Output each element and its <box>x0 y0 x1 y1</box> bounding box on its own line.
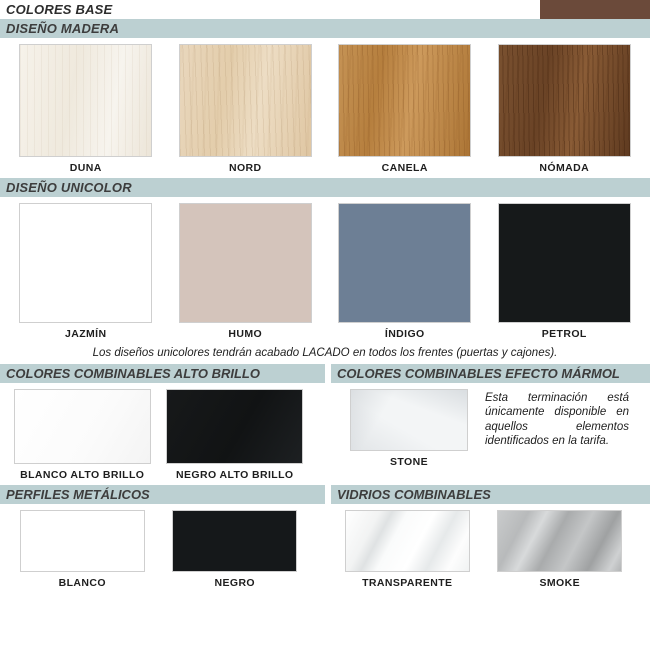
swatch-label: SMOKE <box>539 577 580 589</box>
section-header-perfiles: PERFILES METÁLICOS <box>0 485 325 504</box>
swatch-grid-perfiles <box>0 504 325 593</box>
swatch-item[interactable] <box>335 510 480 593</box>
section-header-madera: DISEÑO MADERA <box>0 19 650 38</box>
swatch-label: NÓMADA <box>539 162 590 174</box>
page-title: COLORES BASE <box>0 0 540 19</box>
unicolor-note: Los diseños unicolores tendrán acabado LACADO en todos los frentes (puertas y cajones). <box>92 347 558 359</box>
section-header-alto-brillo: COLORES COMBINABLES ALTO BRILLO <box>0 364 325 383</box>
section-header-unicolor: DISEÑO UNICOLOR <box>0 178 650 197</box>
column-alto-brillo <box>0 364 325 485</box>
swatch-label: TRANSPARENTE <box>362 577 453 589</box>
swatch-label: STONE <box>390 456 428 468</box>
swatch-label: BLANCO <box>58 577 106 589</box>
swatch-item[interactable] <box>489 44 641 178</box>
swatch-item[interactable] <box>329 44 481 178</box>
swatch-item[interactable] <box>170 203 322 344</box>
row-perfiles-vidrios <box>0 485 650 593</box>
swatch-label: HUMO <box>228 328 263 340</box>
swatch-grid-unicolor <box>0 197 650 344</box>
swatch-nomada <box>498 44 631 157</box>
swatch-grid-alto-brillo <box>0 383 325 485</box>
swatch-label: NORD <box>228 162 262 174</box>
swatch-grid-vidrios <box>325 504 650 593</box>
swatch-label: CANELA <box>381 162 428 174</box>
brown-accent-bar <box>540 0 650 19</box>
swatch-item[interactable] <box>489 203 641 344</box>
swatch-jazmin <box>19 203 152 323</box>
swatch-duna <box>19 44 152 157</box>
column-vidrios <box>325 485 650 593</box>
swatch-label: ÍNDIGO <box>384 328 425 340</box>
swatch-item[interactable] <box>170 44 322 178</box>
swatch-item[interactable] <box>10 203 162 344</box>
swatch-item[interactable] <box>10 510 155 593</box>
swatch-label: NEGRO ALTO BRILLO <box>176 469 294 481</box>
swatch-label: JAZMÍN <box>65 328 107 340</box>
swatch-humo <box>179 203 312 323</box>
swatch-indigo <box>338 203 471 323</box>
swatch-blanco-alto-brillo <box>14 389 151 464</box>
document-title-row <box>0 0 650 19</box>
swatch-canela <box>338 44 471 157</box>
swatch-perfil-negro <box>172 510 297 572</box>
section-header-marmol: COLORES COMBINABLES EFECTO MÁRMOL <box>331 364 650 383</box>
column-perfiles <box>0 485 325 593</box>
swatch-vidrio-transparente <box>345 510 470 572</box>
marmol-note: Esta terminación está únicamente disponible en aquellos elementos identificados en la tarifa. <box>485 392 629 448</box>
swatch-petrol <box>498 203 631 323</box>
column-marmol <box>325 364 650 485</box>
swatch-label: NEGRO <box>214 577 255 589</box>
swatch-item[interactable] <box>488 510 633 593</box>
swatch-label: PETROL <box>541 328 587 340</box>
swatch-item[interactable] <box>329 203 481 344</box>
swatch-item[interactable] <box>10 389 155 485</box>
swatch-vidrio-smoke <box>497 510 622 572</box>
swatch-stone <box>350 389 468 451</box>
swatch-nord <box>179 44 312 157</box>
swatch-label: BLANCO ALTO BRILLO <box>20 469 145 481</box>
section-header-vidrios: VIDRIOS COMBINABLES <box>331 485 650 504</box>
swatch-grid-marmol <box>325 383 650 472</box>
swatch-item[interactable] <box>339 389 479 472</box>
swatch-negro-alto-brillo <box>166 389 303 464</box>
swatch-item[interactable] <box>10 44 162 178</box>
row-brillo-marmol <box>0 364 650 485</box>
swatch-grid-madera <box>0 38 650 178</box>
swatch-label: DUNA <box>69 162 102 174</box>
swatch-item[interactable] <box>163 389 308 485</box>
swatch-perfil-blanco <box>20 510 145 572</box>
swatch-item[interactable] <box>163 510 308 593</box>
